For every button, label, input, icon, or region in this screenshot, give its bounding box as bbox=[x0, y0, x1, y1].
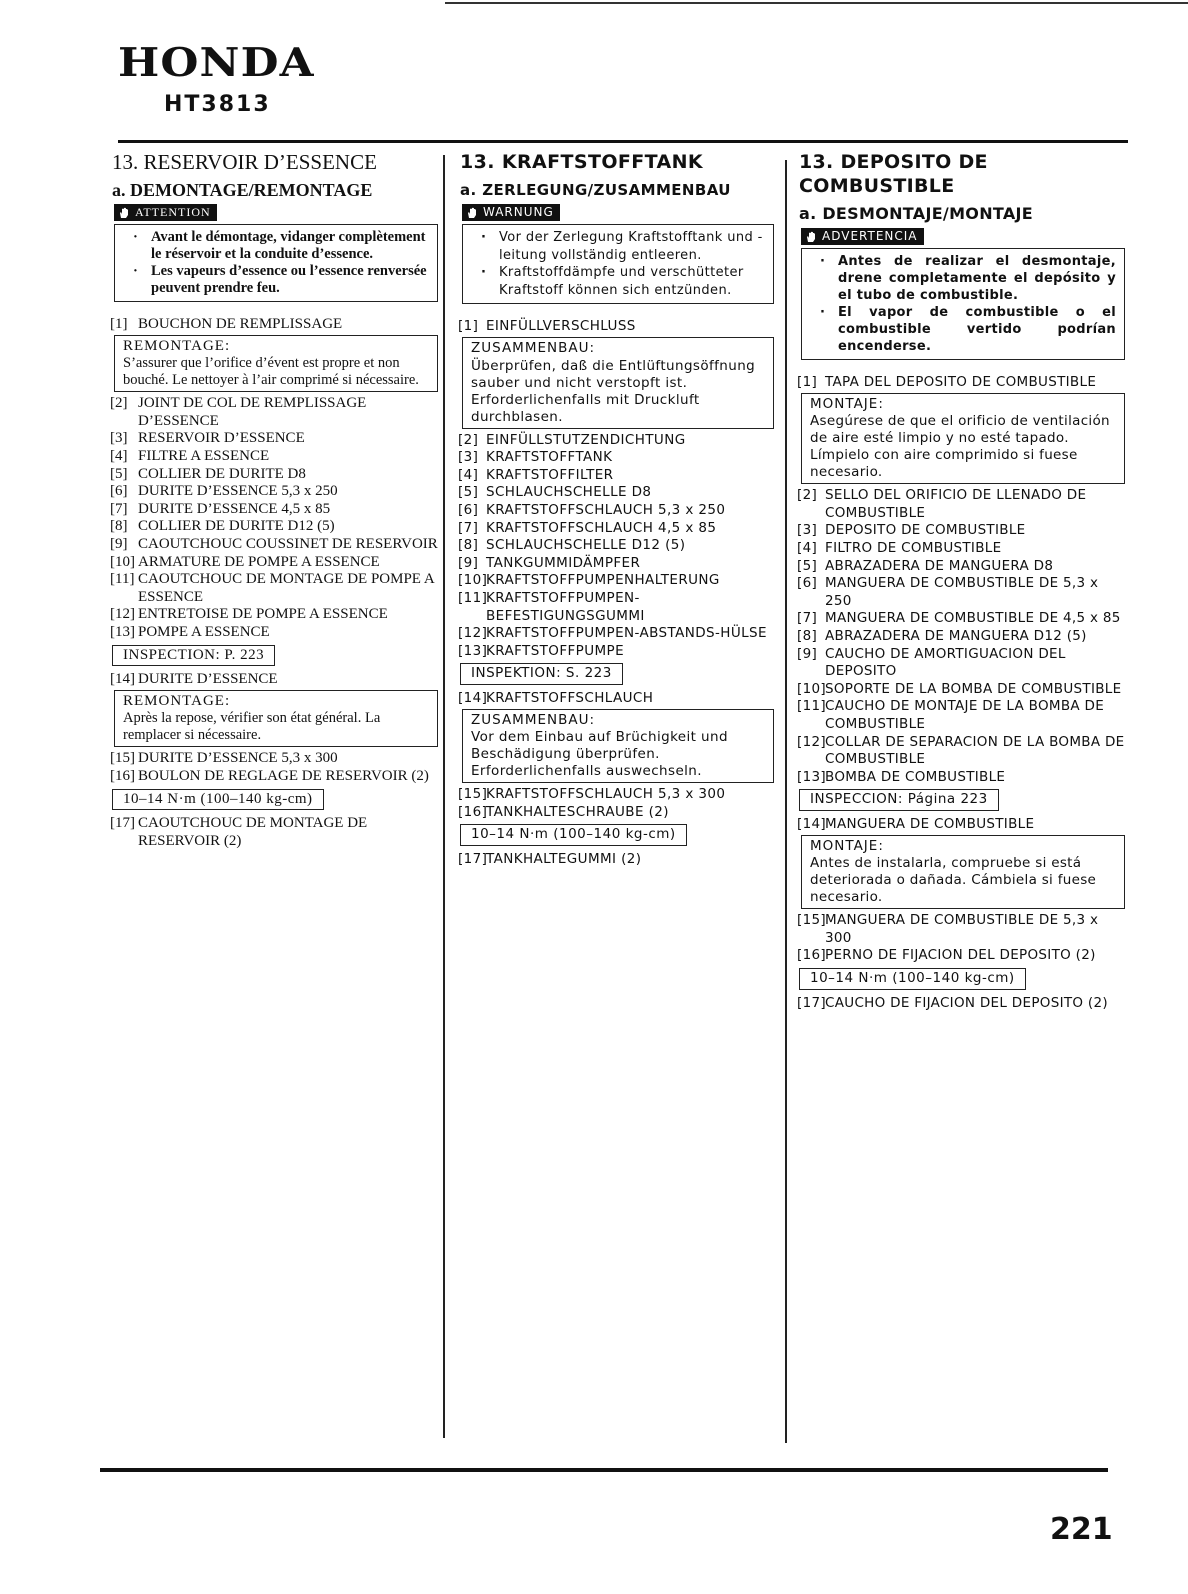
part-number: [6] bbox=[458, 502, 479, 519]
part-name: ABRAZADERA DE MANGUERA D8 bbox=[825, 557, 1054, 574]
part-item bbox=[795, 540, 1125, 558]
part-item bbox=[795, 487, 1125, 522]
part-name: SCHLAUCHSCHELLE D12 (5) bbox=[486, 537, 686, 554]
part-number: [4] bbox=[110, 448, 128, 465]
part-item bbox=[795, 628, 1125, 646]
part-name: POMPE A ESSENCE bbox=[138, 624, 270, 640]
part-number: [11] bbox=[110, 571, 135, 588]
part-name: EINFÜLLVERSCHLUSS bbox=[486, 318, 636, 335]
note-box bbox=[801, 393, 1125, 485]
part-item bbox=[795, 681, 1125, 699]
part-number: [13] bbox=[797, 768, 826, 785]
warning-item: · Avant le démontage, vidanger complètement le réservoir et la conduite d’essence. bbox=[129, 229, 429, 263]
part-item bbox=[456, 537, 774, 555]
part-name: BOUCHON DE REMPLISSAGE bbox=[138, 316, 343, 333]
part-number: [9] bbox=[110, 536, 128, 553]
part-number: [10] bbox=[458, 572, 488, 589]
top-rule bbox=[445, 2, 1188, 4]
inspection-reference: INSPECCION: Página 223 bbox=[799, 789, 999, 811]
part-number: [12] bbox=[110, 606, 135, 623]
hand-warning-icon bbox=[466, 207, 478, 219]
part-number: [2] bbox=[110, 395, 128, 412]
part-item bbox=[108, 501, 438, 519]
note-title: ZUSAMMENBAU: bbox=[471, 340, 596, 357]
part-item bbox=[108, 518, 438, 536]
part-item bbox=[456, 432, 774, 450]
part-item bbox=[108, 571, 438, 606]
warning-badge bbox=[462, 204, 560, 221]
part-number: [4] bbox=[797, 540, 818, 557]
part-item bbox=[456, 467, 774, 485]
part-name: PERNO DE FIJACION DEL DEPOSITO (2) bbox=[825, 947, 1096, 964]
part-item bbox=[795, 558, 1125, 576]
part-number: [12] bbox=[458, 625, 488, 642]
torque-spec: 10–14 N·m (100–140 kg-cm) bbox=[112, 789, 324, 811]
part-name: ENTRETOISE DE POMPE A ESSENCE bbox=[138, 606, 388, 623]
honda-logo: HONDA bbox=[118, 40, 315, 86]
part-item bbox=[456, 643, 774, 661]
part-item bbox=[795, 575, 1125, 610]
hand-warning-icon bbox=[118, 207, 130, 219]
section-title: 13. DEPOSITO DE COMBUSTIBLE bbox=[799, 151, 988, 197]
part-name: TAPA DEL DEPOSITO DE COMBUSTIBLE bbox=[825, 374, 1097, 391]
part-name: MANGUERA DE COMBUSTIBLE bbox=[825, 815, 1035, 832]
part-number: [8] bbox=[458, 537, 479, 554]
section-subtitle: a. DEMONTAGE/REMONTAGE bbox=[112, 180, 373, 200]
torque-spec: 10–14 N·m (100–140 kg-cm) bbox=[799, 968, 1026, 990]
part-number: [15] bbox=[797, 912, 826, 929]
column-german bbox=[456, 150, 774, 869]
part-number: [10] bbox=[110, 553, 135, 570]
part-item bbox=[795, 995, 1125, 1013]
part-item bbox=[108, 606, 438, 624]
part-number: [17] bbox=[797, 994, 826, 1011]
part-name: KRAFTSTOFFSCHLAUCH 5,3 x 250 bbox=[486, 502, 726, 519]
column-divider-right bbox=[785, 160, 787, 1443]
part-name: KRAFTSTOFFSCHLAUCH 5,3 x 300 bbox=[486, 786, 726, 803]
part-name: JOINT DE COL DE REMPLISSAGE D’ESSENCE bbox=[138, 395, 367, 429]
part-item bbox=[108, 768, 438, 786]
part-name: FILTRE A ESSENCE bbox=[138, 448, 270, 465]
part-item bbox=[795, 769, 1125, 787]
model-number: HT3813 bbox=[164, 92, 271, 117]
section-title: 13. RESERVOIR D’ESSENCE bbox=[112, 150, 377, 174]
part-number: [14] bbox=[110, 671, 135, 688]
part-number: [6] bbox=[110, 483, 128, 500]
part-name: DURITE D’ESSENCE 5,3 x 250 bbox=[138, 483, 338, 500]
part-number: [7] bbox=[797, 610, 818, 627]
warning-box bbox=[801, 248, 1125, 360]
part-name: KRAFTSTOFFPUMPENHALTERUNG bbox=[486, 572, 720, 589]
note-box bbox=[114, 335, 438, 393]
warning-box bbox=[114, 224, 438, 302]
part-item bbox=[108, 624, 438, 642]
part-name: DURITE D’ESSENCE 5,3 x 300 bbox=[138, 750, 338, 767]
part-name: COLLAR DE SEPARACION DE LA BOMBA DE COMBUSTIBLE bbox=[825, 733, 1125, 768]
part-item bbox=[456, 449, 774, 467]
note-title: MONTAJE: bbox=[810, 395, 884, 412]
part-number: [5] bbox=[797, 557, 818, 574]
warning-item: · Antes de realizar el desmontaje, drene completamente el depósito y el tubo de combustible. bbox=[816, 253, 1116, 304]
part-name: COLLIER DE DURITE D12 (5) bbox=[138, 518, 335, 535]
part-number: [3] bbox=[110, 430, 128, 447]
part-name: MANGUERA DE COMBUSTIBLE DE 4,5 x 85 bbox=[825, 610, 1121, 627]
note-title: MONTAJE: bbox=[810, 837, 884, 854]
part-name: SELLO DEL ORIFICIO DE LLENADO DE COMBUSTIBLE bbox=[825, 487, 1087, 521]
part-number: [15] bbox=[458, 786, 488, 803]
part-number: [5] bbox=[110, 465, 128, 482]
part-number: [9] bbox=[797, 645, 818, 662]
warning-item: · Vor der Zerlegung Kraftstofftank und -leitung vollständig entleeren. bbox=[477, 229, 765, 264]
part-number: [4] bbox=[458, 466, 479, 483]
part-item bbox=[108, 448, 438, 466]
note-box bbox=[462, 709, 774, 784]
part-item bbox=[108, 430, 438, 448]
note-text: S’assurer que l’orifice d’évent est propre et non bouché. Le nettoyer à l’air comprimé si nécessaire. bbox=[123, 355, 419, 389]
part-name: EINFÜLLSTUTZENDICHTUNG bbox=[486, 431, 686, 448]
warning-item: · Kraftstoffdämpfe und verschütteter Kraftstoff können sich entzünden. bbox=[477, 264, 765, 299]
warning-label: ADVERTENCIA bbox=[822, 229, 918, 243]
note-title: ZUSAMMENBAU: bbox=[471, 711, 596, 728]
part-number: [6] bbox=[797, 575, 818, 592]
part-name: DURITE D’ESSENCE 4,5 x 85 bbox=[138, 500, 331, 517]
part-item bbox=[456, 520, 774, 538]
part-name: CAOUTCHOUC DE MONTAGE DE POMPE A ESSENCE bbox=[138, 571, 434, 605]
column-french bbox=[108, 150, 438, 850]
part-number: [2] bbox=[458, 431, 479, 448]
part-name: KRAFTSTOFFSCHLAUCH bbox=[486, 689, 654, 706]
part-name: KRAFTSTOFFPUMPEN-BEFESTIGUNGSGUMMI bbox=[486, 590, 645, 624]
warning-item: · Les vapeurs d’essence ou l’essence renversée peuvent prendre feu. bbox=[129, 263, 429, 297]
part-number: [7] bbox=[110, 500, 128, 517]
part-name: KRAFTSTOFFTANK bbox=[486, 449, 613, 466]
part-number: [7] bbox=[458, 519, 479, 536]
part-number: [16] bbox=[458, 803, 488, 820]
part-name: TANKHALTEGUMMI (2) bbox=[486, 850, 642, 867]
part-name: BOMBA DE COMBUSTIBLE bbox=[825, 768, 1006, 785]
part-item bbox=[456, 572, 774, 590]
part-name: TANKHALTESCHRAUBE (2) bbox=[486, 803, 669, 820]
part-item bbox=[108, 483, 438, 501]
part-item bbox=[795, 947, 1125, 965]
part-name: CAUCHO DE MONTAJE DE LA BOMBA DE COMBUSTIBLE bbox=[825, 698, 1105, 732]
part-name: CAOUTCHOUC DE MONTAGE DE RESERVOIR (2) bbox=[138, 815, 368, 849]
part-number: [3] bbox=[797, 522, 818, 539]
part-number: [8] bbox=[110, 518, 128, 535]
note-box bbox=[114, 690, 438, 748]
warning-box bbox=[462, 224, 774, 304]
part-number: [2] bbox=[797, 487, 818, 504]
part-name: DURITE D’ESSENCE bbox=[138, 671, 278, 688]
part-name: MANGUERA DE COMBUSTIBLE DE 5,3 x 250 bbox=[825, 575, 1099, 609]
part-name: CAUCHO DE AMORTIGUACION DEL DEPOSITO bbox=[825, 645, 1066, 680]
part-number: [16] bbox=[797, 947, 826, 964]
part-number: [1] bbox=[797, 374, 818, 391]
part-number: [10] bbox=[797, 680, 826, 697]
part-item bbox=[108, 671, 438, 689]
part-number: [17] bbox=[110, 815, 135, 832]
part-item bbox=[795, 912, 1125, 947]
part-number: [11] bbox=[458, 590, 488, 606]
part-number: [13] bbox=[458, 642, 488, 659]
part-name: SCHLAUCHSCHELLE D8 bbox=[486, 484, 652, 501]
warning-item: · El vapor de combustible o el combustible vertido podrían encenderse. bbox=[816, 304, 1116, 355]
part-item bbox=[795, 698, 1125, 733]
part-item bbox=[795, 610, 1125, 628]
part-number: [3] bbox=[458, 449, 479, 466]
column-spanish bbox=[795, 150, 1125, 1012]
part-number: [16] bbox=[110, 767, 135, 784]
part-name: CAOUTCHOUC COUSSINET DE RESERVOIR bbox=[138, 536, 438, 553]
part-name: TANKGUMMIDÄMPFER bbox=[486, 554, 641, 571]
part-item bbox=[795, 646, 1125, 681]
warning-label: WARNUNG bbox=[483, 205, 554, 219]
section-title: 13. KRAFTSTOFFTANK bbox=[460, 151, 704, 173]
part-name: KRAFTSTOFFPUMPEN-ABSTANDS-HÜLSE bbox=[486, 625, 767, 642]
section-subtitle: a. ZERLEGUNG/ZUSAMMENBAU bbox=[460, 181, 731, 199]
part-item bbox=[795, 816, 1125, 834]
part-item bbox=[108, 395, 438, 430]
part-name: RESERVOIR D’ESSENCE bbox=[138, 430, 305, 447]
warning-label: ATTENTION bbox=[135, 205, 211, 219]
part-item bbox=[456, 555, 774, 573]
part-item bbox=[108, 815, 438, 850]
note-text: Antes de instalarla, compruebe si está deteriorada o dañada. Cámbiela si fuese necesario. bbox=[810, 855, 1097, 906]
part-name: SOPORTE DE LA BOMBA DE COMBUSTIBLE bbox=[825, 680, 1122, 697]
part-name: KRAFTSTOFFSCHLAUCH 4,5 x 85 bbox=[486, 519, 717, 536]
part-name: ABRAZADERA DE MANGUERA D12 (5) bbox=[825, 628, 1087, 645]
warning-badge bbox=[801, 228, 924, 245]
page-number: 221 bbox=[1050, 1512, 1113, 1547]
part-item bbox=[456, 851, 774, 869]
part-name: CAUCHO DE FIJACION DEL DEPOSITO (2) bbox=[825, 994, 1108, 1011]
part-number: [14] bbox=[458, 689, 488, 706]
part-number: [13] bbox=[110, 624, 135, 640]
header-divider bbox=[118, 140, 1128, 143]
note-text: Asegúrese de que el orificio de ventilación de aire esté limpio y no esté tapado. Límpielo con aire comprimido si fuese necesario. bbox=[810, 413, 1110, 481]
part-name: MANGUERA DE COMBUSTIBLE DE 5,3 x 300 bbox=[825, 912, 1099, 946]
part-item bbox=[456, 690, 774, 708]
part-item bbox=[795, 374, 1125, 392]
note-title: REMONTAGE: bbox=[123, 337, 231, 354]
part-number: [15] bbox=[110, 750, 135, 767]
torque-spec: 10–14 N·m (100–140 kg-cm) bbox=[460, 824, 687, 846]
part-item bbox=[456, 318, 774, 336]
part-number: [8] bbox=[797, 628, 818, 645]
warning-badge bbox=[114, 204, 217, 221]
part-item bbox=[456, 484, 774, 502]
part-number: [14] bbox=[797, 815, 826, 832]
hand-warning-icon bbox=[805, 231, 817, 243]
part-name: KRAFTSTOFFILTER bbox=[486, 466, 614, 483]
part-name: ARMATURE DE POMPE A ESSENCE bbox=[138, 553, 380, 570]
note-text: Überprüfen, daß die Entlüftungsöffnung sauber und nicht verstopft ist. Erforderlichenfalls mit Druckluft durchblasen. bbox=[471, 357, 756, 425]
part-number: [9] bbox=[458, 554, 479, 571]
part-name: BOULON DE REGLAGE DE RESERVOIR (2) bbox=[138, 767, 429, 784]
note-box bbox=[462, 337, 774, 429]
part-name: KRAFTSTOFFPUMPE bbox=[486, 642, 625, 659]
part-item bbox=[795, 734, 1125, 769]
part-item bbox=[456, 786, 774, 804]
part-name: FILTRO DE COMBUSTIBLE bbox=[825, 540, 1002, 557]
note-text: Après la repose, vérifier son état général. La remplacer si nécessaire. bbox=[123, 710, 381, 744]
part-number: [17] bbox=[458, 850, 488, 867]
part-item bbox=[108, 536, 438, 554]
part-item bbox=[108, 316, 438, 334]
part-item bbox=[108, 554, 438, 572]
note-text: Vor dem Einbau auf Brüchigkeit und Beschädigung überprüfen. Erforderlichenfalls auswechseln. bbox=[471, 729, 728, 780]
part-name: DEPOSITO DE COMBUSTIBLE bbox=[825, 522, 1026, 539]
inspection-reference: INSPEKTION: S. 223 bbox=[460, 663, 623, 685]
note-box bbox=[801, 835, 1125, 910]
part-item bbox=[456, 502, 774, 520]
footer-divider bbox=[100, 1468, 1108, 1472]
part-name: COLLIER DE DURITE D8 bbox=[138, 465, 306, 482]
part-number: [1] bbox=[110, 316, 128, 333]
part-item bbox=[108, 750, 438, 768]
column-divider-left bbox=[443, 155, 445, 1438]
part-number: [12] bbox=[797, 733, 826, 750]
part-item bbox=[795, 522, 1125, 540]
part-item bbox=[456, 625, 774, 643]
part-number: [11] bbox=[797, 698, 826, 715]
inspection-reference: INSPECTION: P. 223 bbox=[112, 645, 275, 667]
part-number: [1] bbox=[458, 318, 479, 335]
part-item bbox=[108, 466, 438, 484]
part-number: [5] bbox=[458, 484, 479, 501]
part-item bbox=[456, 590, 774, 625]
section-subtitle: a. DESMONTAJE/MONTAJE bbox=[799, 204, 1034, 223]
note-title: REMONTAGE: bbox=[123, 692, 231, 709]
part-item bbox=[456, 804, 774, 822]
